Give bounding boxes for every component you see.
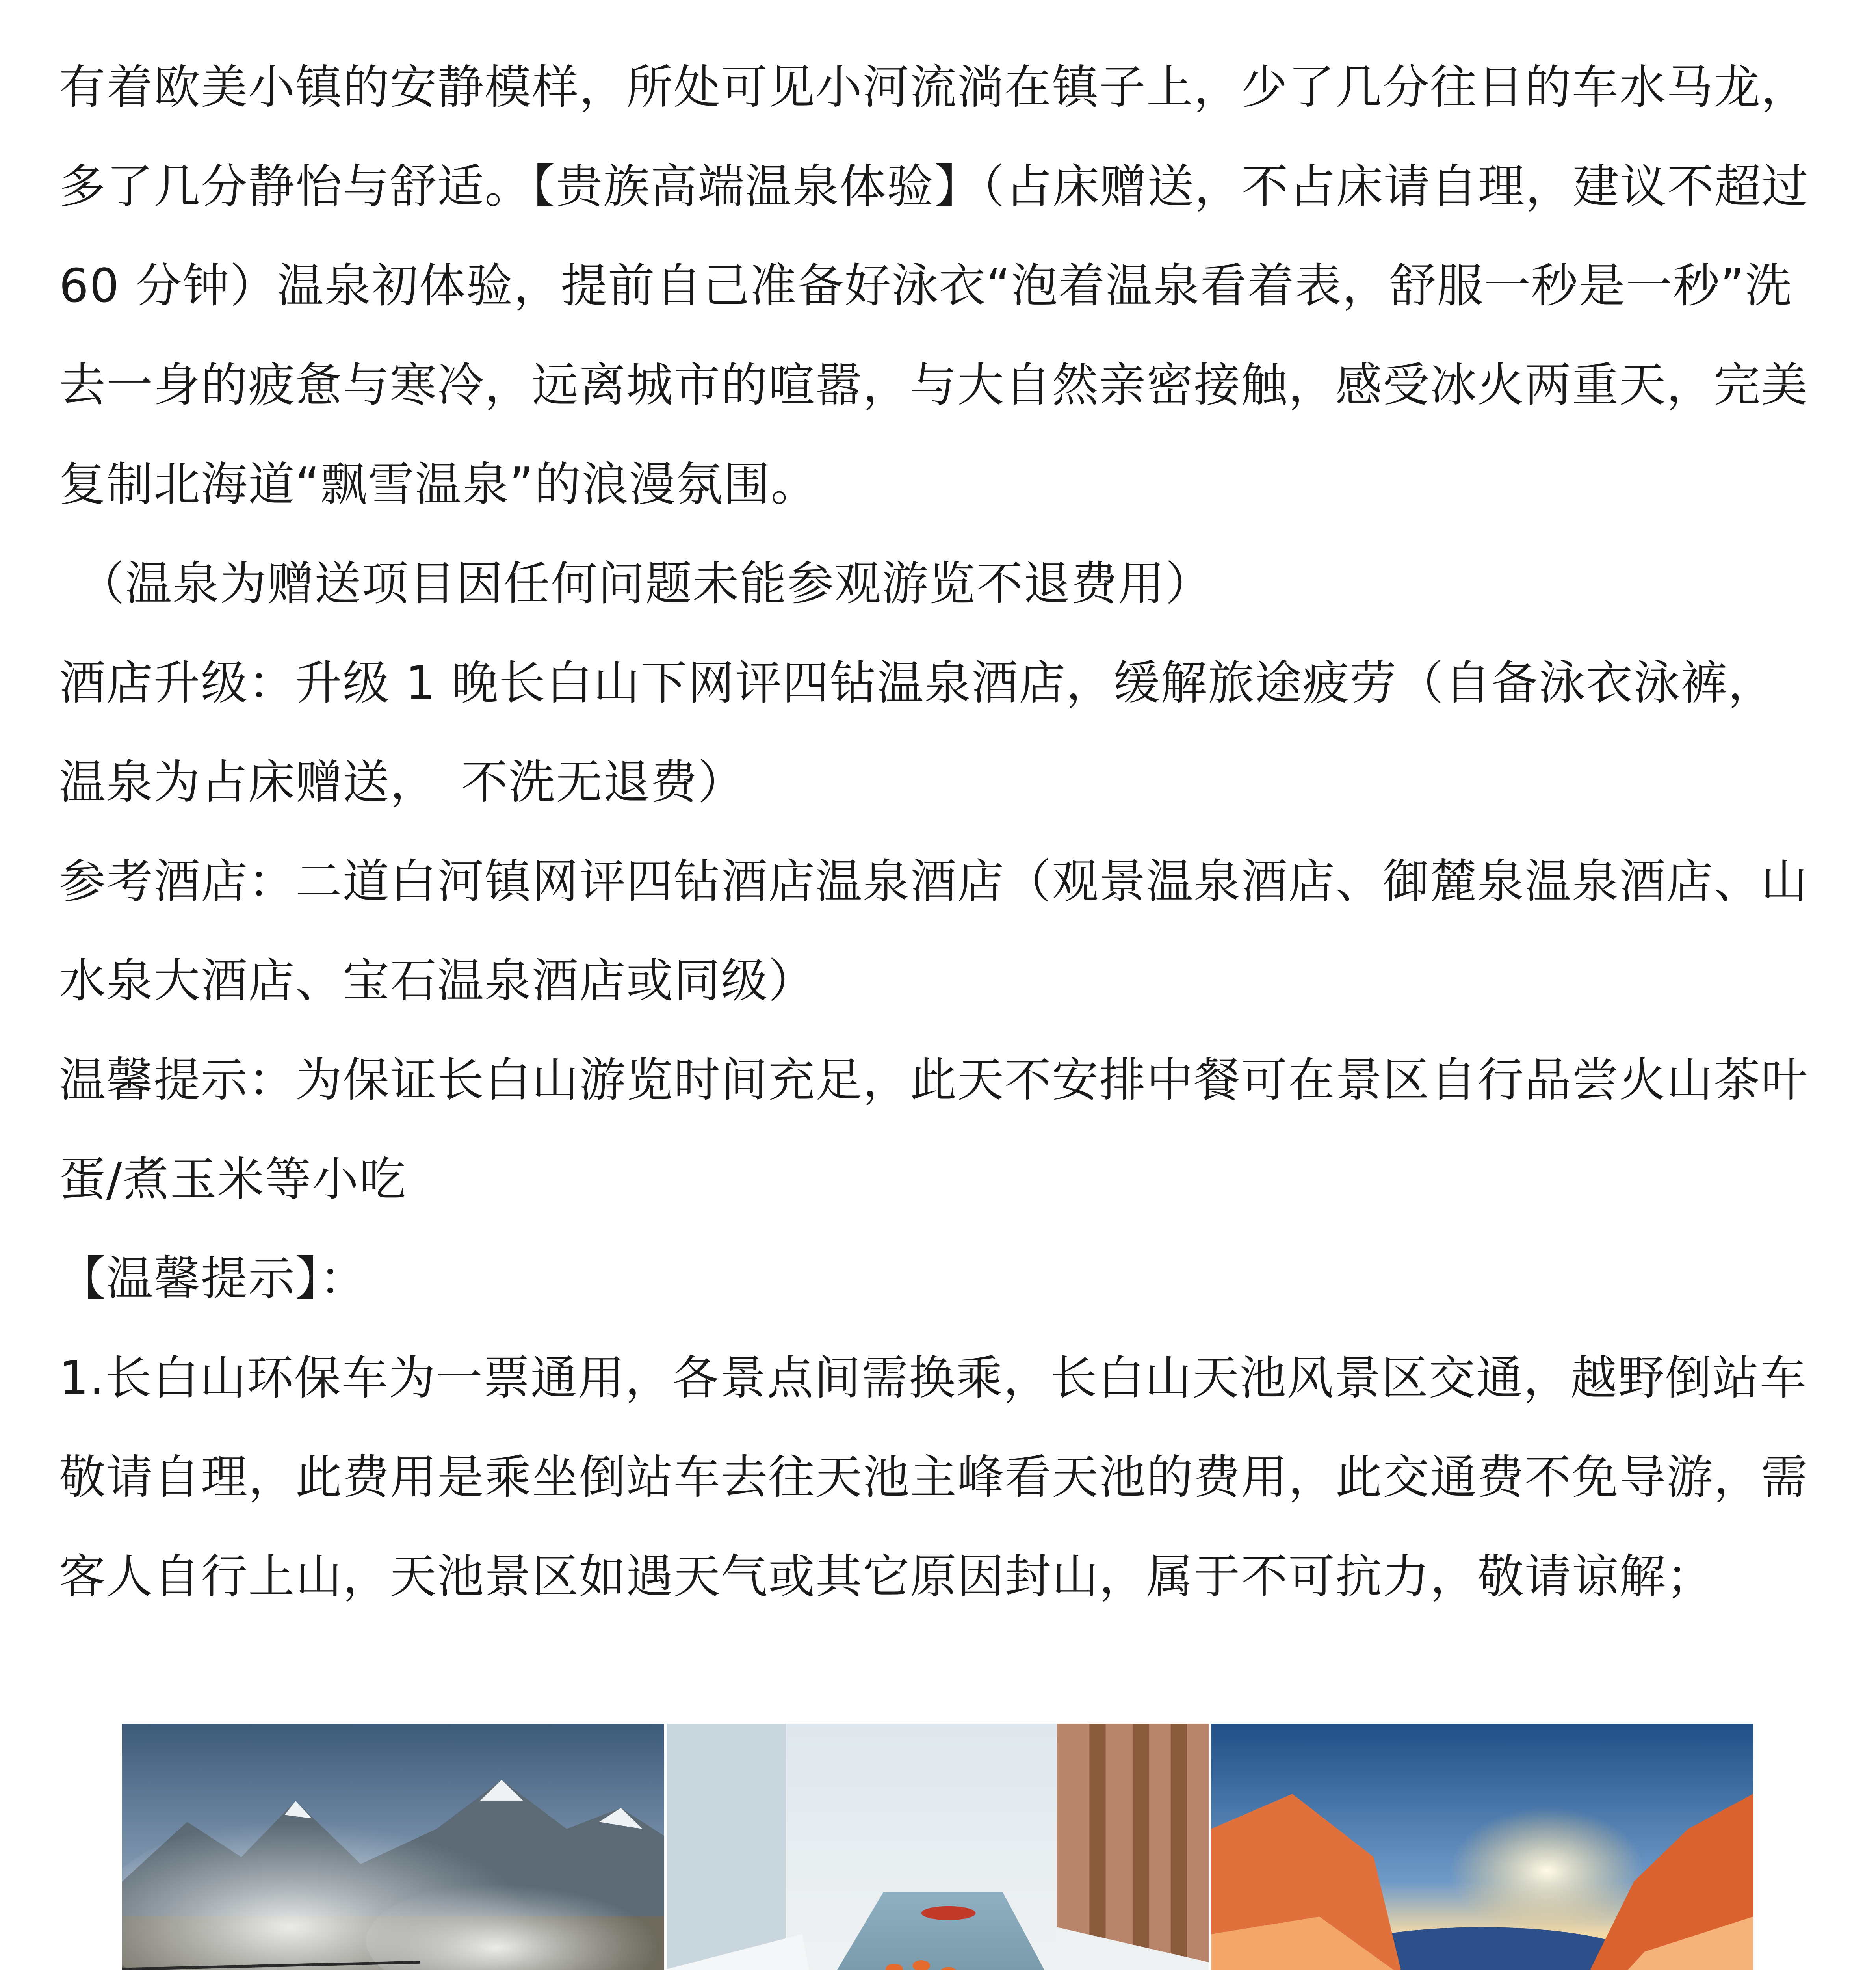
photo-strip	[122, 1724, 1753, 1970]
lunch-tip-paragraph: 温馨提示：为保证长白山游览时间充足，此天不安排中餐可在景区自行品尝火山茶叶蛋/煮玉米等小吃	[59, 1053, 1809, 1206]
hot-spring-steam-photo	[122, 1724, 664, 1970]
hotel-upgrade-paragraph: 酒店升级：升级 1 晚长白山下网评四钻温泉酒店，缓解旅途疲劳（自备泳衣泳裤，温泉为占床赠送， 不洗无退费）	[59, 656, 1776, 809]
intro-paragraph: 有着欧美小镇的安静模样，所处可见小河流淌在镇子上，少了几分往日的车水马龙，多了几分静怡与舒适。【贵族高端温泉体验】（占床赠送，不占床请自理，建议不超过 60 分钟）温泉初体验，提前自己准备好泳衣“泡着温泉看着表，舒服一秒是一秒”洗去一身的疲惫与寒冷，远离城市的喧嚣，与大自然亲密接触，感受冰火两重天，完美复制北海道“飘雪温泉”的浪漫氛围。	[59, 60, 1809, 511]
hot-spring-note: （温泉为赠送项目因任何问题未能参观游览不退费用）	[78, 556, 1213, 611]
itinerary-text	[59, 37, 1820, 1626]
river-rafting-photo	[667, 1724, 1209, 1970]
tips-heading: 【温馨提示】：	[59, 1251, 367, 1306]
heaven-lake-sunset-photo	[1211, 1724, 1753, 1970]
reference-hotels-paragraph: 参考酒店：二道白河镇网评四钻酒店温泉酒店（观景温泉酒店、御麓泉温泉酒店、山水泉大酒店、宝石温泉酒店或同级）	[59, 854, 1809, 1008]
tip-1-paragraph: 1.长白山环保车为一票通用，各景点间需换乘，长白山天池风景区交通，越野倒站车敬请自理，此费用是乘坐倒站车去往天池主峰看天池的费用，此交通费不免导游，需客人自行上山，天池景区如遇天气或其它原因封山，属于不可抗力，敬请谅解；	[59, 1351, 1809, 1604]
